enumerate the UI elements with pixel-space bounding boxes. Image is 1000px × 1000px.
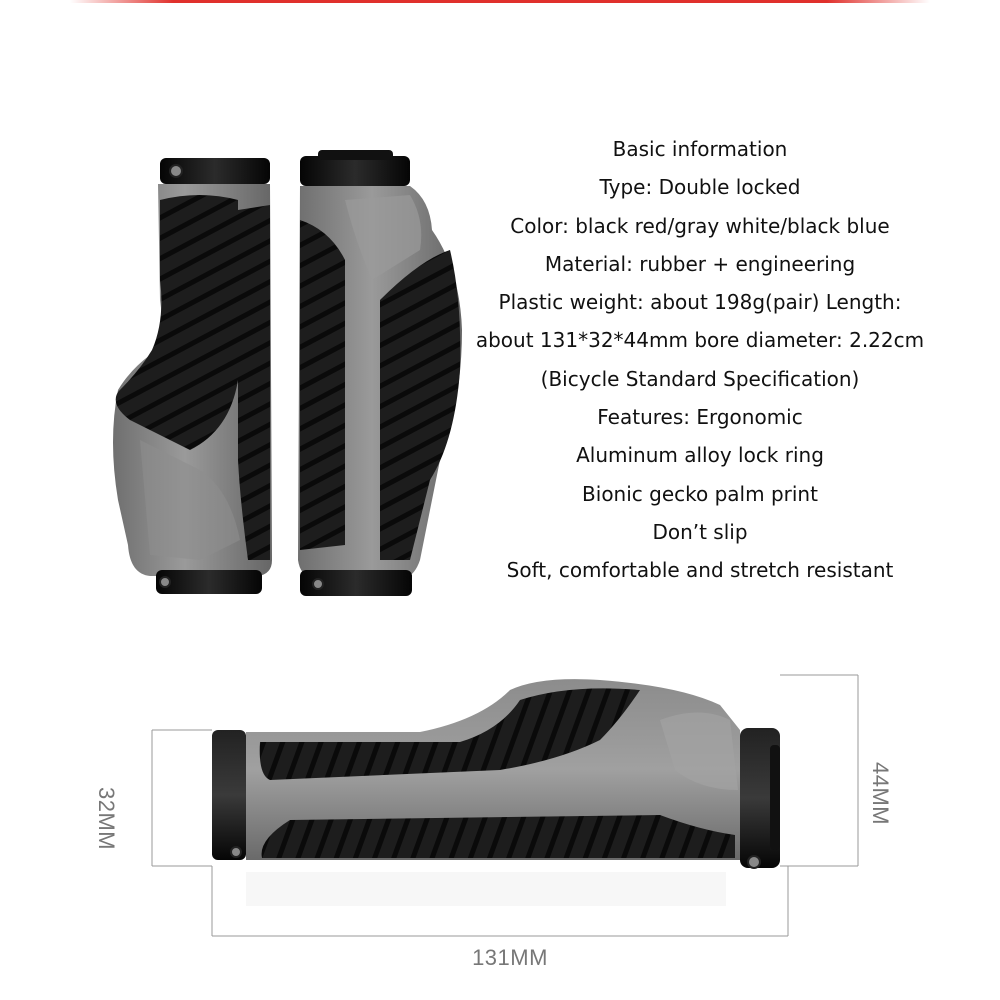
grip-left-vertical	[113, 158, 272, 594]
spec-list	[470, 130, 930, 590]
dimension-length: 131MM	[472, 945, 548, 970]
spec-line: Material: rubber + engineering	[544, 251, 856, 276]
spec-line: Aluminum alloy lock ring	[576, 443, 824, 468]
spec-line: Bionic gecko palm print	[582, 481, 818, 506]
spec-line: Type: Double locked	[599, 175, 801, 200]
spec-line: Color: black red/gray white/black blue	[510, 213, 890, 238]
lock-ring-left	[212, 730, 246, 860]
spec-line: about 131*32*44mm bore diameter: 2.22cm	[475, 328, 925, 353]
lock-ring-bottom	[156, 570, 262, 594]
spec-line: Soft, comfortable and stretch resistant	[506, 558, 894, 583]
dimension-height-small: 32MM	[94, 787, 119, 851]
lock-bolt-icon	[313, 579, 323, 589]
lock-bolt-icon	[231, 847, 241, 857]
lock-bolt-icon	[748, 856, 760, 868]
lock-bolt-icon	[160, 577, 170, 587]
spec-heading: Basic information	[612, 137, 788, 161]
spec-line: Don’t slip	[652, 519, 748, 544]
lock-bolt-icon	[170, 165, 182, 177]
dimension-height-large: 44MM	[868, 762, 893, 826]
lock-ring-top	[300, 156, 410, 186]
grip-horizontal	[212, 679, 780, 906]
spec-line: Features: Ergonomic	[597, 405, 803, 430]
spec-line: (Bicycle Standard Specification)	[540, 366, 860, 391]
spec-line: Plastic weight: about 198g(pair) Length:	[498, 290, 902, 315]
grip-right-vertical	[298, 150, 462, 596]
